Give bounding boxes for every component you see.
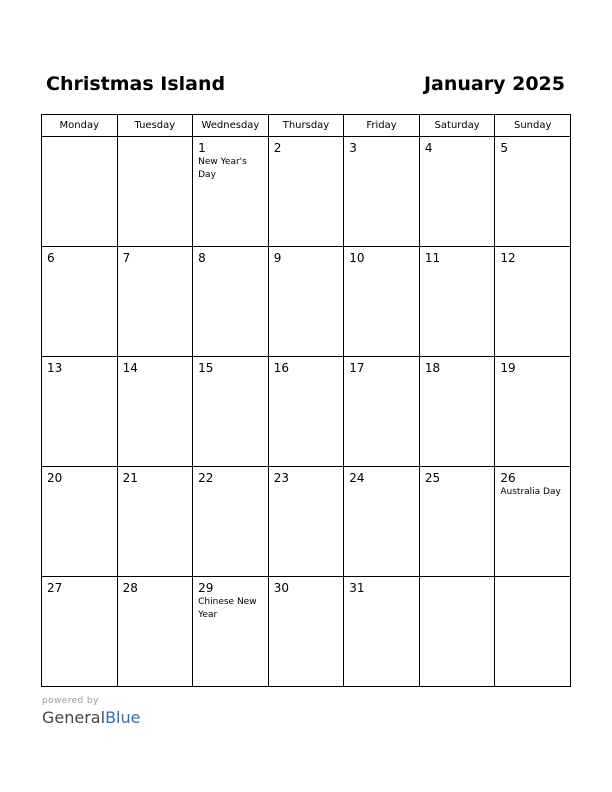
week-row [42, 137, 571, 247]
day-cell [419, 467, 495, 577]
day-number: 18 [424, 361, 441, 375]
day-cell [117, 247, 193, 357]
day-cell [344, 467, 420, 577]
day-cell [42, 467, 118, 577]
day-number: 26 [500, 471, 516, 485]
day-cell [495, 577, 571, 687]
holiday-label: Australia Day [500, 487, 561, 497]
day-cell [344, 247, 420, 357]
week-row [42, 467, 571, 577]
weekday-header-friday: Friday [344, 115, 420, 137]
weekday-header-wednesday: Wednesday [193, 115, 269, 137]
day-cell [344, 137, 420, 247]
day-number: 23 [273, 471, 289, 485]
day-cell [117, 137, 193, 247]
day-cell [495, 357, 571, 467]
day-number: 30 [273, 581, 289, 595]
day-number: 16 [273, 361, 289, 375]
day-number: 1 [198, 141, 206, 155]
weekday-header-tuesday: Tuesday [117, 115, 193, 137]
day-cell [419, 357, 495, 467]
weekday-header-thursday: Thursday [268, 115, 344, 137]
powered-by-text: powered by [42, 696, 99, 706]
day-number: 22 [198, 471, 214, 485]
day-number: 7 [122, 251, 131, 265]
day-cell [268, 467, 344, 577]
day-cell [117, 577, 193, 687]
day-number: 25 [424, 471, 441, 485]
day-number: 10 [349, 251, 365, 265]
day-cell [495, 137, 571, 247]
weekday-header-row [42, 115, 571, 137]
day-cell [193, 137, 269, 247]
day-number: 9 [273, 251, 282, 265]
day-number: 24 [349, 471, 365, 485]
calendar-grid [41, 114, 571, 687]
day-cell [268, 247, 344, 357]
day-number: 4 [424, 141, 433, 155]
day-number: 12 [500, 251, 516, 265]
day-number: 27 [47, 581, 63, 595]
week-row [42, 357, 571, 467]
generalblue-logo[interactable] [42, 708, 140, 728]
day-number: 3 [349, 141, 357, 155]
day-cell [495, 467, 571, 577]
day-cell [419, 137, 495, 247]
day-cell [117, 467, 193, 577]
brand-blue-text: Blue [105, 708, 141, 727]
day-cell [344, 577, 420, 687]
weekday-header-monday: Monday [42, 115, 118, 137]
weekday-header-saturday: Saturday [419, 115, 495, 137]
holiday-label: New Year's Day [198, 157, 247, 180]
day-cell [42, 577, 118, 687]
brand-general-text: General [42, 708, 106, 727]
day-cell [42, 137, 118, 247]
calendar-month-title: January 2025 [423, 73, 565, 95]
day-cell [268, 357, 344, 467]
day-number: 2 [273, 141, 282, 155]
day-cell [193, 247, 269, 357]
day-number: 15 [198, 361, 214, 375]
day-number: 8 [198, 251, 206, 265]
holiday-label: Chinese New Year [198, 597, 257, 620]
day-cell [419, 247, 495, 357]
day-number: 13 [47, 361, 63, 375]
day-number: 6 [47, 251, 55, 265]
day-cell [268, 577, 344, 687]
day-cell [268, 137, 344, 247]
day-cell [193, 467, 269, 577]
day-number: 5 [500, 141, 509, 155]
day-number: 31 [349, 581, 365, 595]
week-row [42, 577, 571, 687]
day-cell [42, 357, 118, 467]
calendar-location-title: Christmas Island [46, 73, 226, 95]
day-number: 21 [122, 471, 138, 485]
day-number: 19 [500, 361, 516, 375]
day-cell [193, 357, 269, 467]
day-number: 14 [122, 361, 138, 375]
day-cell [193, 577, 269, 687]
week-row [42, 247, 571, 357]
day-cell [495, 247, 571, 357]
day-number: 28 [122, 581, 138, 595]
day-cell [344, 357, 420, 467]
weekday-header-sunday: Sunday [495, 115, 571, 137]
day-number: 29 [198, 581, 214, 595]
day-cell [419, 577, 495, 687]
day-cell [42, 247, 118, 357]
day-number: 17 [349, 361, 365, 375]
day-number: 11 [424, 251, 441, 265]
footer-branding [42, 695, 140, 728]
day-cell [117, 357, 193, 467]
day-number: 20 [47, 471, 63, 485]
